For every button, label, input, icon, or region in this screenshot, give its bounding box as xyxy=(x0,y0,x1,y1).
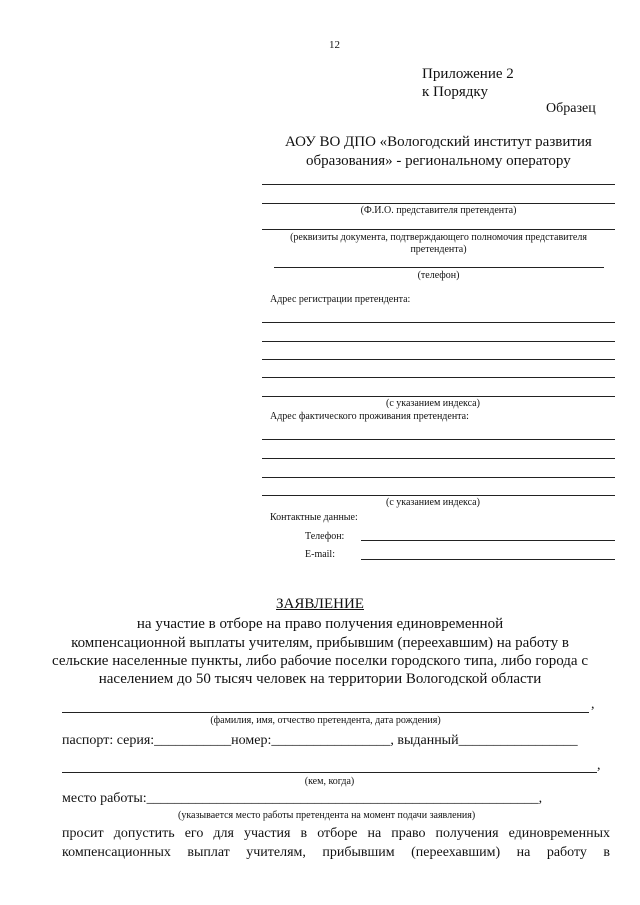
workplace-line[interactable]: место работы:________________________________________________________, xyxy=(62,791,543,806)
contact-email-label: E-mail: xyxy=(305,549,335,560)
statement-line-3: сельские населенные пункты, либо рабочие поселки городского типа, либо города с xyxy=(52,653,588,669)
authority-doc-line[interactable] xyxy=(262,229,615,230)
phone-caption: (телефон) xyxy=(417,270,460,281)
statement-line-2: компенсационной выплаты учителям, прибывшим (переехавшим) на работу в xyxy=(71,635,569,651)
registration-address-line-2[interactable] xyxy=(262,341,615,342)
applicant-fio-caption: (фамилия, имя, отчество претендента, дата рождения) xyxy=(210,715,441,726)
authority-doc-caption-2: претендента) xyxy=(410,244,467,255)
authority-doc-caption-1: (реквизиты документа, подтверждающего полномочия представителя xyxy=(290,232,587,243)
issued-by-comma: , xyxy=(597,758,601,773)
passport-line[interactable]: паспорт: серия:___________номер:_________________, выданный_________________ xyxy=(62,733,578,748)
issued-by-caption: (кем, когда) xyxy=(304,776,355,787)
fio-line-2[interactable] xyxy=(262,203,615,204)
page-number: 12 xyxy=(329,39,340,51)
addressee-line1: АОУ ВО ДПО «Вологодский институт развития xyxy=(285,134,592,150)
appendix-title: Приложение 2 xyxy=(422,66,514,82)
statement-title: ЗАЯВЛЕНИЕ xyxy=(276,596,364,612)
registration-address-label: Адрес регистрации претендента: xyxy=(270,294,411,305)
appendix-subtitle: к Порядку xyxy=(422,84,488,100)
sample-label: Образец xyxy=(546,101,596,116)
registration-address-line-4[interactable] xyxy=(262,377,615,378)
registration-address-line-5[interactable] xyxy=(262,396,615,397)
phone-line[interactable] xyxy=(274,267,604,268)
workplace-caption: (указывается место работы претендента на момент подачи заявления) xyxy=(178,810,476,821)
fio-caption: (Ф.И.О. представителя претендента) xyxy=(360,205,517,216)
request-line-1: просит допустить его для участия в отборе на право получения единовременных xyxy=(62,826,610,841)
contacts-label: Контактные данные: xyxy=(270,512,358,523)
statement-line-4: населением до 50 тысяч человек на территории Вологодской области xyxy=(98,671,542,687)
applicant-fio-comma: , xyxy=(591,697,595,712)
issued-by-line[interactable] xyxy=(62,772,597,773)
actual-address-line-3[interactable] xyxy=(262,477,615,478)
addressee-line2: образования» - региональному оператору xyxy=(306,153,571,169)
contact-phone-line[interactable] xyxy=(361,540,615,541)
fio-line-1[interactable] xyxy=(262,184,615,185)
actual-address-line-2[interactable] xyxy=(262,458,615,459)
actual-address-line-4[interactable] xyxy=(262,495,615,496)
applicant-fio-line[interactable] xyxy=(62,712,589,713)
contact-email-line[interactable] xyxy=(361,559,615,560)
request-line-2: компенсационных выплат учителям, прибывшим (переехавшим) на работу в xyxy=(62,845,610,860)
statement-line-1: на участие в отборе на право получения единовременной xyxy=(136,616,504,632)
registration-address-line-3[interactable] xyxy=(262,359,615,360)
actual-address-label: Адрес фактического проживания претендента: xyxy=(270,411,469,422)
actual-address-line-1[interactable] xyxy=(262,439,615,440)
registration-address-caption: (с указанием индекса) xyxy=(386,398,480,409)
registration-address-line-1[interactable] xyxy=(262,322,615,323)
contact-phone-label: Телефон: xyxy=(305,531,345,542)
actual-address-caption: (с указанием индекса) xyxy=(386,497,480,508)
